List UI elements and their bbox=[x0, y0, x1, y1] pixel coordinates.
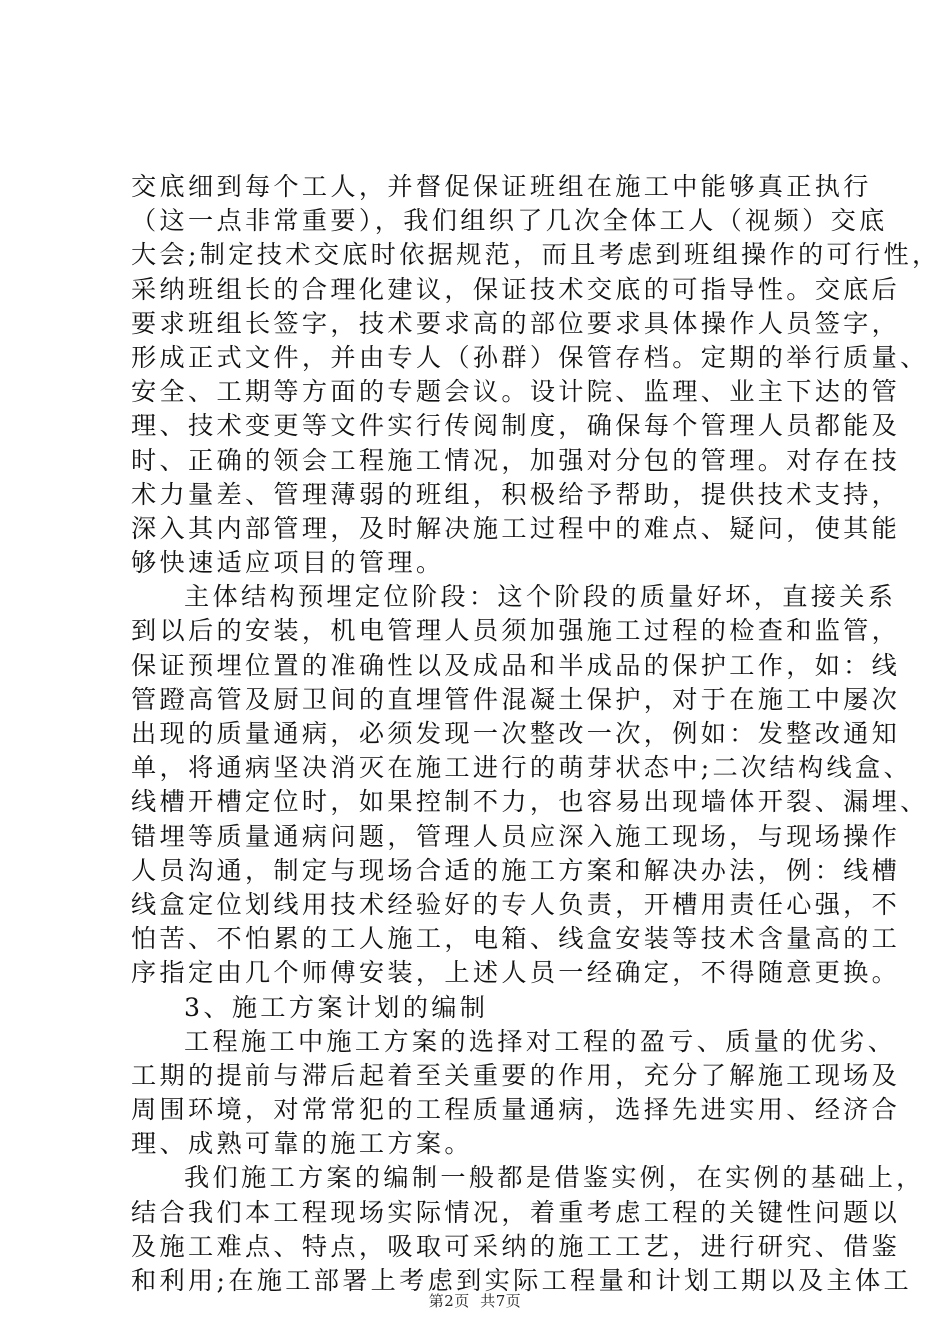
text-line: 时、正确的领会工程施工情况，加强对分包的管理。对存在技 bbox=[131, 445, 901, 475]
text-line: 及施工难点、特点，吸取可采纳的施工工艺，进行研究、借鉴 bbox=[131, 1231, 901, 1261]
document-body bbox=[131, 170, 941, 1298]
text-line: 周围环境，对常常犯的工程质量通病，选择先进实用、经济合 bbox=[131, 1095, 901, 1125]
text-line: 人员沟通，制定与现场合适的施工方案和解决办法，例：线槽 bbox=[131, 855, 901, 885]
text-line: （这一点非常重要），我们组织了几次全体工人（视频）交底 bbox=[131, 206, 888, 236]
text-line: 出现的质量通病，必须发现一次整改一次，例如：发整改通知 bbox=[131, 719, 901, 748]
text-line: 线盒定位划线用技术经验好的专人负责，开槽用责任心强，不 bbox=[131, 889, 901, 919]
text-line: 和利用;在施工部署上考虑到实际工程量和计划工期以及主体工 bbox=[131, 1266, 912, 1295]
text-line: 错埋等质量通病问题，管理人员应深入施工现场，与现场操作 bbox=[131, 821, 901, 851]
text-line: 单，将通病坚决消灭在施工进行的萌芽状态中;二次结构线盒、 bbox=[131, 753, 912, 783]
page-footer: 第2页 共7页 bbox=[428, 1292, 522, 1310]
text-line: 3、施工方案计划的编制 bbox=[184, 992, 489, 1022]
text-line: 理、成熟可靠的施工方案。 bbox=[131, 1129, 473, 1159]
text-line: 工期的提前与滞后起着至关重要的作用，充分了解施工现场及 bbox=[131, 1060, 901, 1090]
text-line: 要求班组长签字，技术要求高的部位要求具体操作人员签字， bbox=[131, 308, 901, 338]
text-line: 术力量差、管理薄弱的班组，积极给予帮助，提供技术支持， bbox=[131, 479, 901, 509]
text-line: 我们施工方案的编制一般都是借鉴实例，在实例的基础上， bbox=[184, 1163, 925, 1193]
text-line: 形成正式文件，并由专人（孙群）保管存档。定期的举行质量、 bbox=[131, 342, 929, 372]
text-line: 深入其内部管理，及时解决施工过程中的难点、疑问，使其能 bbox=[131, 513, 901, 543]
text-line: 管蹬高管及厨卫间的直埋管件混凝土保护，对于在施工中屡次 bbox=[131, 684, 901, 714]
text-line: 序指定由几个师傅安装，上述人员一经确定，不得随意更换。 bbox=[131, 958, 901, 988]
text-line: 线槽开槽定位时，如果控制不力，也容易出现墙体开裂、漏埋、 bbox=[131, 787, 929, 817]
text-line: 怕苦、不怕累的工人施工，电箱、线盒安装等技术含量高的工 bbox=[131, 924, 901, 954]
text-line: 够快速适应项目的管理。 bbox=[131, 548, 445, 578]
text-line: 主体结构预埋定位阶段：这个阶段的质量好坏，直接关系 bbox=[184, 582, 897, 612]
text-line: 保证预埋位置的准确性以及成品和半成品的保护工作，如：线 bbox=[131, 650, 901, 680]
text-line: 到以后的安装，机电管理人员须加强施工过程的检查和监管， bbox=[131, 616, 901, 646]
text-line: 交底细到每个工人，并督促保证班组在施工中能够真正执行 bbox=[131, 172, 872, 201]
text-line: 安全、工期等方面的专题会议。设计院、监理、业主下达的管 bbox=[131, 377, 901, 407]
text-line: 理、技术变更等文件实行传阅制度，确保每个管理人员都能及 bbox=[131, 411, 901, 441]
text-line: 大会;制定技术交底时依据规范，而且考虑到班组操作的可行性， bbox=[131, 240, 941, 270]
text-line: 采纳班组长的合理化建议，保证技术交底的可指导性。交底后 bbox=[131, 274, 901, 304]
text-line: 结合我们本工程现场实际情况，着重考虑工程的关键性问题以 bbox=[131, 1197, 901, 1227]
text-line: 工程施工中施工方案的选择对工程的盈亏、质量的优劣、 bbox=[184, 1026, 897, 1056]
